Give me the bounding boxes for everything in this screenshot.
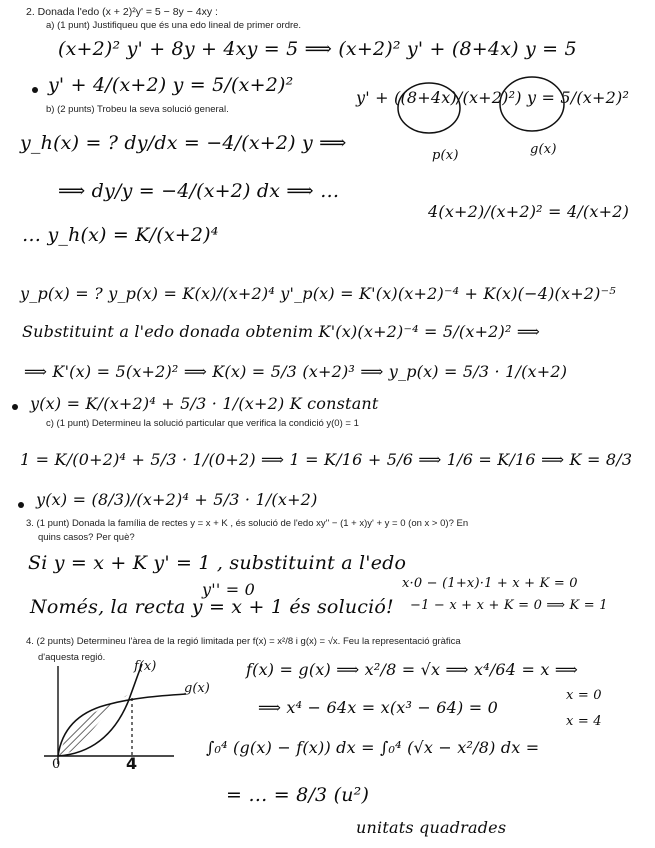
hw-q3a: Si y = x + K y' = 1 , substituint a l'edo [28, 552, 407, 574]
hw-q3b: y'' = 0 [202, 580, 255, 599]
hw-a4-p: p(x) [432, 148, 459, 163]
hw-b3: 4(x+2)/(x+2)² = 4/(x+2) [428, 202, 630, 221]
hw-b1: y_h(x) = ? dy/dx = −4/(x+2) y ⟹ [20, 132, 347, 154]
g-label: g(x) [184, 681, 210, 696]
f-label: f(x) [134, 659, 157, 674]
x4-label: 4 [126, 754, 138, 770]
bullet [12, 404, 18, 410]
hw-q3c: x·0 − (1+x)·1 + x + K = 0 [402, 576, 578, 591]
q2c-statement: c) (1 punt) Determineu la solució particular que verifica la condició y(0) = 1 [46, 418, 359, 429]
q3-statement-line2: quins casos? Per què? [38, 532, 135, 543]
q2b-statement: b) (2 punts) Trobeu la seva solució general. [46, 104, 229, 115]
hw-a3: y' + ((8+4x)/(x+2)²) y = 5/(x+2)² [356, 88, 630, 107]
origin-label: 0 [52, 757, 61, 770]
bullet [32, 87, 38, 93]
bullet [18, 502, 24, 508]
hw-c1: 1 = K/(0+2)⁴ + 5/3 · 1/(0+2) ⟹ 1 = K/16 + 5/6 ⟹ 1/6 = K/16 ⟹ K = 8/3 [20, 450, 633, 469]
hw-b7: ⟹ K'(x) = 5(x+2)² ⟹ K(x) = 5/3 (x+2)³ ⟹ y_p(x) = 5/3 · 1/(x+2) [24, 362, 568, 381]
q2a-statement: a) (1 punt) Justifiqueu que és una edo lineal de primer ordre. [46, 20, 302, 31]
hw-a4-g: g(x) [530, 142, 557, 157]
q4-statement-line1: 4. (2 punts) Determineu l'àrea de la regió limitada per f(x) = x²/8 i g(x) = √x. Feu la representació gràfica [26, 636, 461, 647]
shaded-region [58, 694, 130, 756]
hw-b6: Substituint a l'edo donada obtenim K'(x)(x+2)⁻⁴ = 5/(x+2)² ⟹ [22, 322, 541, 341]
hw-b4: … y_h(x) = K/(x+2)⁴ [22, 224, 219, 246]
region-graph [36, 658, 226, 770]
hw-q3e: −1 − x + x + K = 0 ⟹ K = 1 [410, 598, 608, 613]
q3-statement-line1: 3. (1 punt) Donada la família de rectes y = x + K , és solució de l'edo xy'' − (1 + x)y' + y = 0 (on x > 0)? En [26, 518, 469, 529]
hw-b2: ⟹ dy/y = −4/(x+2) dx ⟹ … [58, 180, 340, 202]
hw-b5: y_p(x) = ? y_p(x) = K(x)/(x+2)⁴ y'_p(x) = K'(x)(x+2)⁻⁴ + K(x)(−4)(x+2)⁻⁵ [20, 284, 616, 303]
circle-p [396, 80, 462, 136]
hw-q4b: ⟹ x⁴ − 64x = x(x³ − 64) = 0 [258, 698, 499, 717]
hw-q4e: ∫₀⁴ (g(x) − f(x)) dx = ∫₀⁴ (√x − x²/8) dx = [206, 738, 540, 757]
q4-statement-line2: d'aquesta regió. [38, 652, 106, 663]
circle-g [498, 74, 566, 134]
q2-intro: 2. Donada l'edo (x + 2)²y' = 5 − 8y − 4xy : [26, 6, 218, 18]
hw-q3d: Només, la recta y = x + 1 és solució! [30, 596, 394, 618]
hw-a1: (x+2)² y' + 8y + 4xy = 5 ⟹ (x+2)² y' + (8+4x) y = 5 [58, 38, 577, 60]
hw-q4f: = … = 8/3 (u²) [226, 784, 370, 806]
hw-c2: y(x) = (8/3)/(x+2)⁴ + 5/3 · 1/(x+2) [36, 490, 318, 509]
hw-b8: y(x) = K/(x+2)⁴ + 5/3 · 1/(x+2) K constant [30, 394, 379, 413]
hw-q4c: x = 0 [566, 688, 602, 703]
hw-a2: y' + 4/(x+2) y = 5/(x+2)² [48, 74, 294, 96]
hw-q4d: x = 4 [566, 714, 602, 729]
hw-q4a: f(x) = g(x) ⟹ x²/8 = √x ⟹ x⁴/64 = x ⟹ [246, 660, 578, 679]
hw-q4g: unitats quadrades [356, 818, 507, 837]
